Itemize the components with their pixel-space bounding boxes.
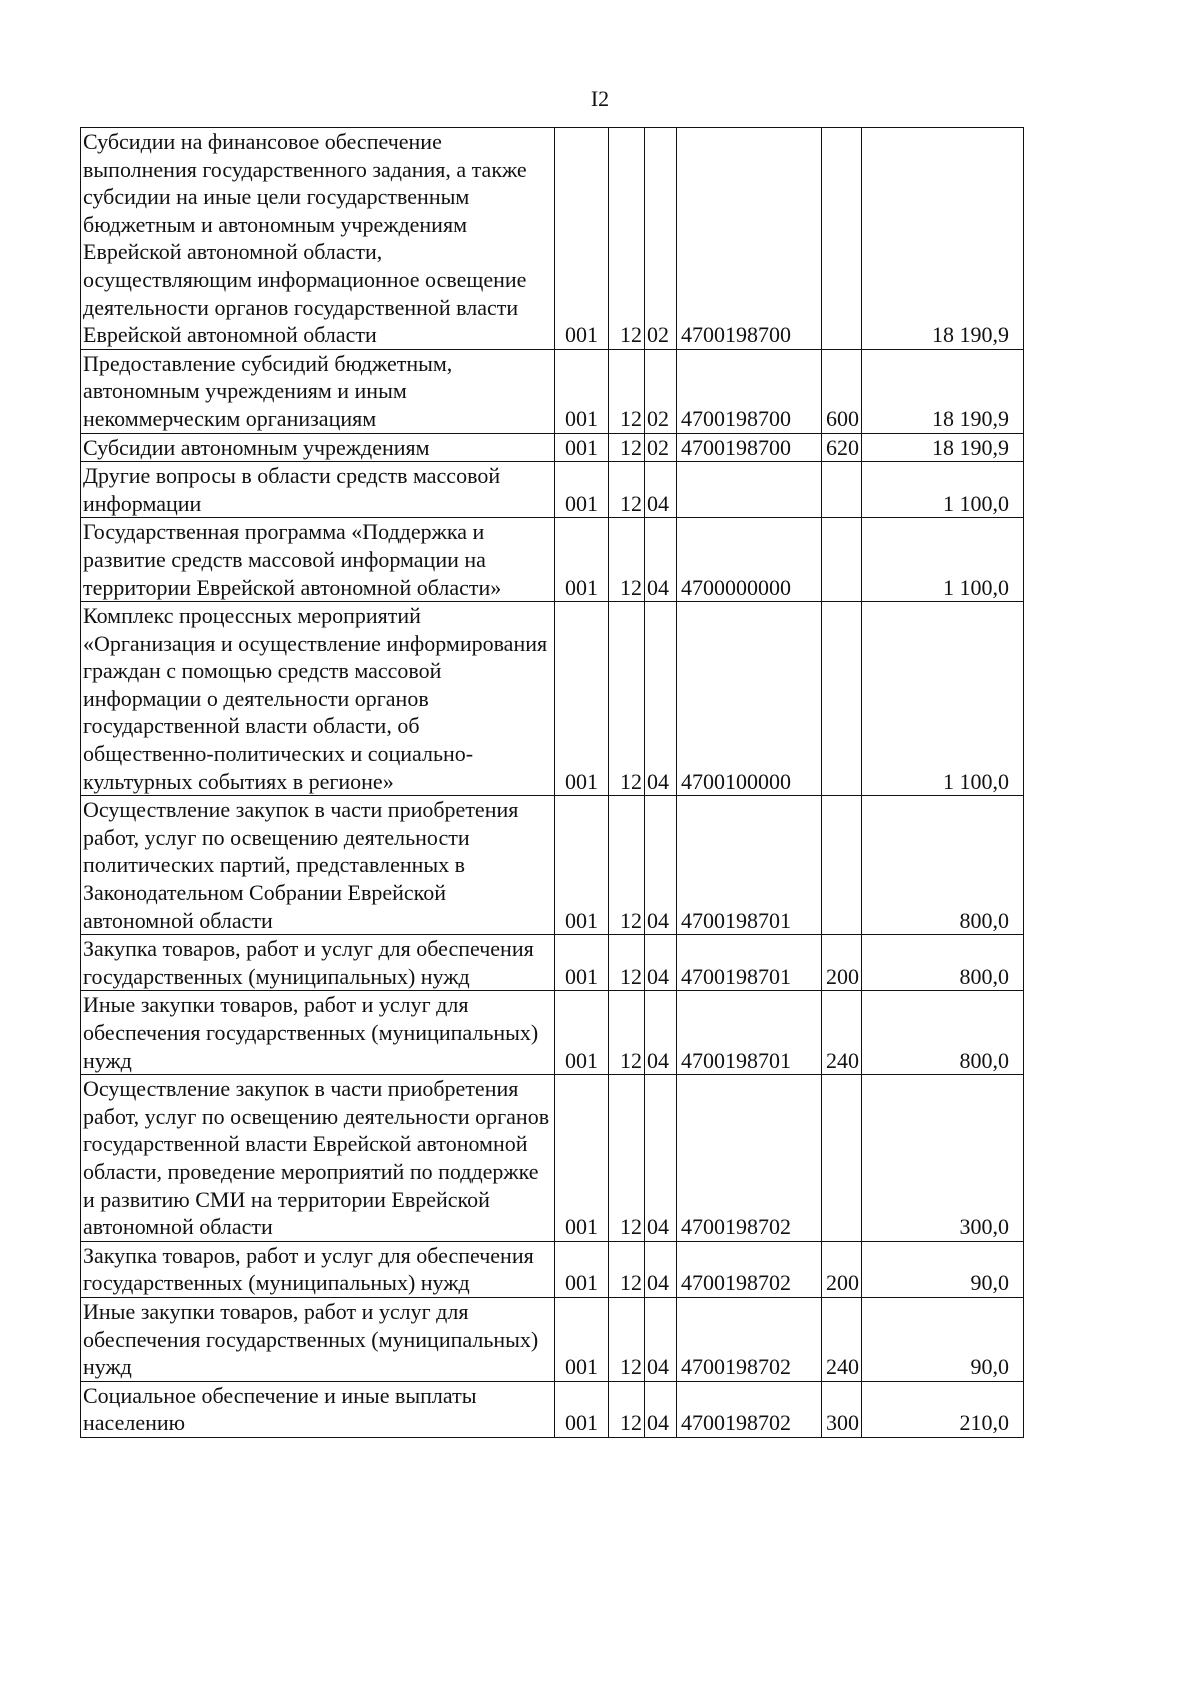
budget-table xyxy=(80,127,1024,1438)
row-amount: 210,0 xyxy=(862,1381,1024,1437)
row-ministry-code: 001 xyxy=(555,1381,609,1437)
row-section-code: 12 xyxy=(609,602,645,796)
row-target-article xyxy=(677,462,822,518)
row-subsection-code: 02 xyxy=(645,433,677,462)
row-target-article: 4700198701 xyxy=(677,796,822,935)
row-expense-type: 200 xyxy=(822,1241,862,1297)
row-name: Социальное обеспечение и иные выплаты населению xyxy=(81,1381,555,1437)
row-ministry-code: 001 xyxy=(555,1075,609,1242)
row-amount: 1 100,0 xyxy=(862,462,1024,518)
row-section-code: 12 xyxy=(609,518,645,602)
row-amount: 90,0 xyxy=(862,1241,1024,1297)
row-amount: 1 100,0 xyxy=(862,518,1024,602)
row-target-article: 4700198702 xyxy=(677,1241,822,1297)
row-expense-type xyxy=(822,128,862,350)
row-target-article: 4700198700 xyxy=(677,349,822,433)
row-section-code: 12 xyxy=(609,433,645,462)
row-target-article: 4700100000 xyxy=(677,602,822,796)
row-section-code: 12 xyxy=(609,349,645,433)
row-ministry-code: 001 xyxy=(555,602,609,796)
row-subsection-code: 04 xyxy=(645,1075,677,1242)
row-subsection-code: 04 xyxy=(645,1297,677,1381)
table-row xyxy=(81,128,1024,350)
row-ministry-code: 001 xyxy=(555,1241,609,1297)
row-amount: 18 190,9 xyxy=(862,349,1024,433)
row-expense-type xyxy=(822,1075,862,1242)
row-ministry-code: 001 xyxy=(555,462,609,518)
row-ministry-code: 001 xyxy=(555,991,609,1075)
row-target-article: 4700198700 xyxy=(677,433,822,462)
table-row xyxy=(81,1075,1024,1242)
row-ministry-code: 001 xyxy=(555,518,609,602)
row-name: Государственная программа «Поддержка и развитие средств массовой информации на территории Еврейской автономной области» xyxy=(81,518,555,602)
table-row xyxy=(81,1297,1024,1381)
row-ministry-code: 001 xyxy=(555,935,609,991)
row-amount: 800,0 xyxy=(862,935,1024,991)
budget-table-body xyxy=(81,128,1024,1438)
table-row xyxy=(81,991,1024,1075)
page-number: I2 xyxy=(590,86,610,111)
table-row xyxy=(81,1241,1024,1297)
table-row xyxy=(81,796,1024,935)
row-amount: 800,0 xyxy=(862,991,1024,1075)
table-row xyxy=(81,518,1024,602)
row-ministry-code: 001 xyxy=(555,1297,609,1381)
row-subsection-code: 04 xyxy=(645,602,677,796)
row-target-article: 4700198702 xyxy=(677,1381,822,1437)
table-row xyxy=(81,602,1024,796)
row-section-code: 12 xyxy=(609,462,645,518)
row-name: Осуществление закупок в части приобретения работ, услуг по освещению деятельности политических партий, представленных в Законодательном Собрании Еврейской автономной области xyxy=(81,796,555,935)
row-section-code: 12 xyxy=(609,1297,645,1381)
table-row xyxy=(81,433,1024,462)
row-ministry-code: 001 xyxy=(555,349,609,433)
row-name: Закупка товаров, работ и услуг для обеспечения государственных (муниципальных) нужд xyxy=(81,935,555,991)
row-amount: 90,0 xyxy=(862,1297,1024,1381)
row-amount: 18 190,9 xyxy=(862,128,1024,350)
row-target-article: 4700198702 xyxy=(677,1075,822,1242)
row-subsection-code: 04 xyxy=(645,935,677,991)
row-name: Иные закупки товаров, работ и услуг для обеспечения государственных (муниципальных) нужд xyxy=(81,991,555,1075)
row-subsection-code: 04 xyxy=(645,796,677,935)
row-name: Закупка товаров, работ и услуг для обеспечения государственных (муниципальных) нужд xyxy=(81,1241,555,1297)
row-expense-type: 200 xyxy=(822,935,862,991)
row-target-article: 4700198702 xyxy=(677,1297,822,1381)
row-expense-type xyxy=(822,462,862,518)
row-expense-type: 300 xyxy=(822,1381,862,1437)
row-subsection-code: 02 xyxy=(645,349,677,433)
row-target-article: 4700198700 xyxy=(677,128,822,350)
row-subsection-code: 04 xyxy=(645,462,677,518)
row-name: Другие вопросы в области средств массовой информации xyxy=(81,462,555,518)
row-amount: 800,0 xyxy=(862,796,1024,935)
row-ministry-code: 001 xyxy=(555,433,609,462)
row-amount: 1 100,0 xyxy=(862,602,1024,796)
row-subsection-code: 04 xyxy=(645,1241,677,1297)
row-name: Осуществление закупок в части приобретения работ, услуг по освещению деятельности органов государственной власти Еврейской автономной области, проведение мероприятий по поддержке и развитию СМИ на территории Еврейской автономной области xyxy=(81,1075,555,1242)
row-target-article: 4700198701 xyxy=(677,935,822,991)
table-row xyxy=(81,1381,1024,1437)
row-section-code: 12 xyxy=(609,1241,645,1297)
row-expense-type: 240 xyxy=(822,991,862,1075)
row-subsection-code: 04 xyxy=(645,518,677,602)
row-amount: 300,0 xyxy=(862,1075,1024,1242)
row-expense-type: 600 xyxy=(822,349,862,433)
row-ministry-code: 001 xyxy=(555,796,609,935)
row-target-article: 4700000000 xyxy=(677,518,822,602)
row-expense-type: 620 xyxy=(822,433,862,462)
row-subsection-code: 04 xyxy=(645,991,677,1075)
row-expense-type xyxy=(822,518,862,602)
row-expense-type xyxy=(822,602,862,796)
row-section-code: 12 xyxy=(609,1075,645,1242)
table-row xyxy=(81,349,1024,433)
row-expense-type: 240 xyxy=(822,1297,862,1381)
row-name: Предоставление субсидий бюджетным, автономным учреждениям и иным некоммерческим организациям xyxy=(81,349,555,433)
row-section-code: 12 xyxy=(609,991,645,1075)
row-name: Иные закупки товаров, работ и услуг для обеспечения государственных (муниципальных) нужд xyxy=(81,1297,555,1381)
row-section-code: 12 xyxy=(609,1381,645,1437)
row-ministry-code: 001 xyxy=(555,128,609,350)
table-row xyxy=(81,935,1024,991)
row-name: Комплекс процессных мероприятий «Организация и осуществление информирования граждан с помощью средств массовой информации о деятельности органов государственной власти области, об общественно-политических и социально-культурных событиях в регионе» xyxy=(81,602,555,796)
row-section-code: 12 xyxy=(609,128,645,350)
table-row xyxy=(81,462,1024,518)
row-amount: 18 190,9 xyxy=(862,433,1024,462)
row-name: Субсидии на финансовое обеспечение выполнения государственного задания, а также субсидии на иные цели государственным бюджетным и автономным учреждениям Еврейской автономной области, осуществляющим информационное освещение деятельности органов государственной власти Еврейской автономной области xyxy=(81,128,555,350)
row-name: Субсидии автономным учреждениям xyxy=(81,433,555,462)
row-subsection-code: 02 xyxy=(645,128,677,350)
row-section-code: 12 xyxy=(609,796,645,935)
row-expense-type xyxy=(822,796,862,935)
row-subsection-code: 04 xyxy=(645,1381,677,1437)
row-section-code: 12 xyxy=(609,935,645,991)
row-target-article: 4700198701 xyxy=(677,991,822,1075)
